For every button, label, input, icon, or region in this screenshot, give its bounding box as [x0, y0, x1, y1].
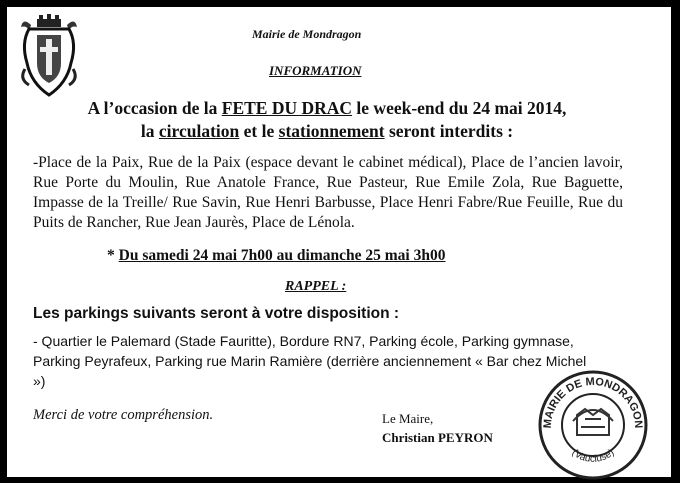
- dates-line: [107, 247, 445, 265]
- svg-text:MAIRIE DE MONDRAGON: [542, 376, 644, 429]
- coat-of-arms-icon: [17, 13, 81, 99]
- streets-list: -Place de la Paix, Rue de la Paix (espace devant le cabinet médical), Place de l’ancien lavoir, Rue Porte du Moulin, Rue Anatole France, Rue Pasteur, Rue Emile Zola, Rue Baguette, Impasse de la Treille/ Rue Savin, Rue Henri Barbusse, Place Henri Fabre/Rue Feuille, Rue du Puits de Rancher, Rue Jean Jaurès, Place de Lénola.: [33, 154, 623, 231]
- svg-text:(Vaucluse): [570, 447, 617, 465]
- official-stamp-icon: [537, 369, 649, 481]
- mayor-role: Le Maire,: [382, 411, 434, 426]
- stationnement-word: stationnement: [278, 121, 385, 141]
- document-page: [7, 7, 671, 477]
- event-name: FETE DU DRAC: [221, 98, 353, 118]
- headline-text: la: [140, 121, 159, 141]
- information-title: INFORMATION: [269, 63, 362, 78]
- stamp-top-text: MAIRIE DE MONDRAGON: [541, 375, 645, 429]
- mairie-header: Mairie de Mondragon: [252, 27, 362, 41]
- headline-text: le week-end du 24 mai 2014,: [352, 98, 567, 118]
- parkings-title: Les parkings suivants seront à votre disposition :: [33, 305, 400, 322]
- signature-block: [382, 409, 493, 447]
- dates-text: Du samedi 24 mai 7h00 au dimanche 25 mai 3h00: [118, 247, 446, 264]
- headline: [67, 97, 587, 143]
- mayor-name: Christian PEYRON: [382, 430, 493, 445]
- asterisk: *: [107, 247, 119, 264]
- parkings-list: - Quartier le Palemard (Stade Fauritte), Bordure RN7, Parking école, Parking gymnase, Parking Peyrafeux, Parking rue Marin Ramière (derrière anciennement « Bar chez Michel »): [33, 333, 587, 389]
- closing-text: Merci de votre compréhension.: [33, 407, 214, 423]
- circulation-word: circulation: [158, 121, 240, 141]
- stamp-bottom-text: (Vaucluse): [569, 447, 617, 465]
- headline-text: seront interdits :: [384, 121, 514, 141]
- headline-text: A l’occasion de la: [87, 98, 222, 118]
- headline-text: et le: [239, 121, 279, 141]
- rappel-title: RAPPEL :: [285, 279, 347, 294]
